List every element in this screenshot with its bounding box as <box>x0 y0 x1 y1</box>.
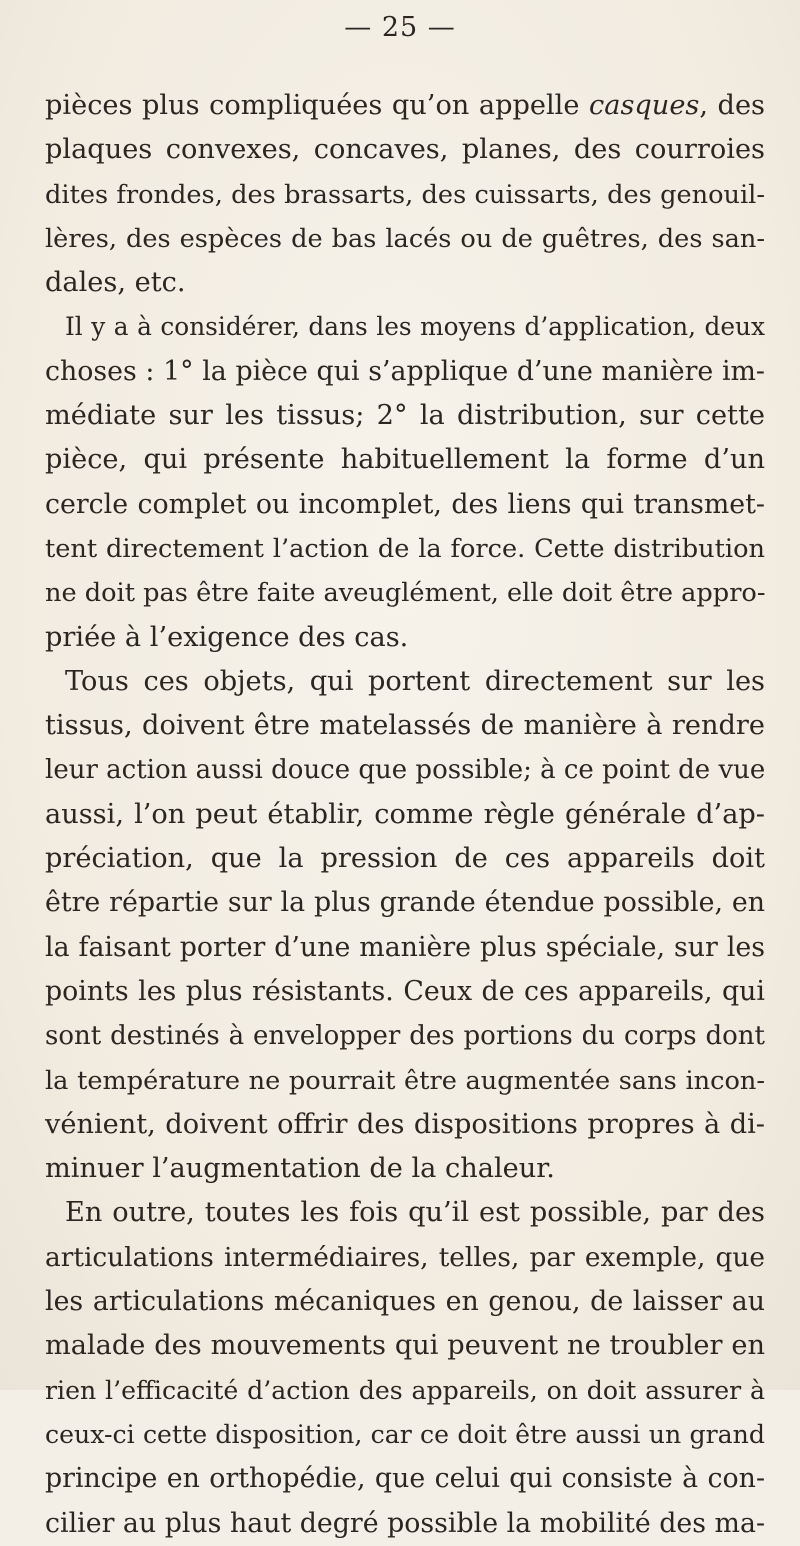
italic-term-casques: casques <box>589 90 700 121</box>
text-line: lères, des espèces de bas lacés ou de guêtres, des san- <box>45 223 765 254</box>
text-line: ne doit pas être faite aveuglément, elle doit être appro- <box>45 578 766 609</box>
text-line: médiate sur les tissus; 2° la distribution, sur cette <box>45 400 765 432</box>
text-line: préciation, que la pression de ces appareils doit <box>45 843 765 875</box>
text-line: choses : 1° la pièce qui s’applique d’une manière im- <box>45 355 765 387</box>
text-line: principe en orthopédie, que celui qui consiste à con- <box>45 1463 765 1495</box>
text-line: malade des mouvements qui peuvent ne troubler en <box>45 1330 765 1362</box>
text-line: plaques convexes, concaves, planes, des courroies <box>45 134 765 166</box>
text-line: la température ne pourrait être augmentée sans incon- <box>45 1065 765 1096</box>
text-line: points les plus résistants. Ceux de ces appareils, qui <box>45 975 765 1007</box>
text-run: , des <box>699 90 765 121</box>
page-number: — 25 — <box>344 12 456 43</box>
paragraph-start-line: Tous ces objets, qui portent directement sur les <box>65 665 765 697</box>
text-line: la faisant porter d’une manière plus spéciale, sur les <box>45 931 765 963</box>
text-line: articulations intermédiaires, telles, par exemple, que <box>45 1241 765 1273</box>
text-line: tent directement l’action de la force. Cette distribution <box>45 533 765 564</box>
body-text <box>45 84 765 1546</box>
text-line <box>45 84 765 128</box>
paragraph-start-line: Il y a à considérer, dans les moyens d’application, deux <box>65 312 765 342</box>
text-line: ceux-ci cette disposition, car ce doit être aussi un grand <box>45 1419 765 1449</box>
paragraph-start-line: En outre, toutes les fois qu’il est possible, par des <box>65 1197 765 1229</box>
text-line: cercle complet ou incomplet, des liens qui transmet- <box>45 488 765 520</box>
text-line: cilier au plus haut degré possible la mobilité des ma- <box>45 1507 765 1539</box>
text-line: rien l’efficacité d’action des appareils, on doit assurer à <box>45 1375 765 1405</box>
text-line: vénient, doivent offrir des dispositions propres à di- <box>45 1108 765 1140</box>
text-line: aussi, l’on peut établir, comme règle générale d’ap- <box>45 798 765 830</box>
text-line: dites frondes, des brassarts, des cuissarts, des genouil- <box>45 179 765 210</box>
text-line: être répartie sur la plus grande étendue possible, en <box>45 887 765 919</box>
text-line: minuer l’augmentation de la chaleur. <box>45 1153 555 1185</box>
text-line: pièce, qui présente habituellement la forme d’un <box>45 444 765 476</box>
text-line: leur action aussi douce que possible; à ce point de vue <box>45 755 766 786</box>
text-line: priée à l’exigence des cas. <box>45 621 409 653</box>
text-run: pièces plus compliquées qu’on appelle <box>45 90 590 121</box>
text-line: tissus, doivent être matelassés de manière à rendre <box>45 710 765 742</box>
text-line: les articulations mécaniques en genou, de laisser au <box>45 1286 765 1318</box>
text-line: dales, etc. <box>45 267 186 299</box>
text-line: sont destinés à envelopper des portions du corps dont <box>45 1021 765 1052</box>
